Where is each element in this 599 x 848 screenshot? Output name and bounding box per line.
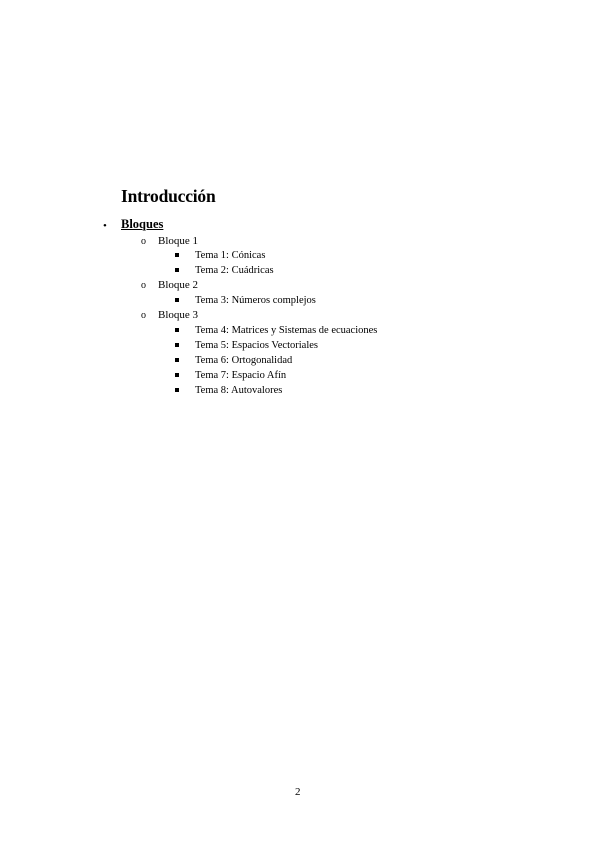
- topic-item: Tema 5: Espacios Vectoriales: [195, 340, 318, 351]
- block-marker: o: [141, 310, 146, 321]
- topic-bullet: [175, 253, 179, 257]
- section-bullet: •: [103, 220, 107, 232]
- section-heading: Bloques: [121, 217, 164, 231]
- page-number: 2: [295, 786, 301, 798]
- block-marker: o: [141, 280, 146, 291]
- topic-bullet: [175, 343, 179, 347]
- topic-item: Tema 7: Espacio Afín: [195, 370, 287, 381]
- block-label: Bloque 2: [158, 279, 199, 291]
- topic-item: Tema 3: Números complejos: [195, 295, 316, 306]
- topic-item: Tema 2: Cuádricas: [195, 265, 274, 276]
- block-label: Bloque 3: [158, 309, 199, 321]
- topic-bullet: [175, 298, 179, 302]
- topic-bullet: [175, 268, 179, 272]
- page-title: Introducción: [121, 186, 216, 206]
- topic-item: Tema 1: Cónicas: [195, 250, 266, 261]
- topic-bullet: [175, 388, 179, 392]
- block-marker: o: [141, 236, 146, 247]
- block-label: Bloque 1: [158, 235, 199, 247]
- topic-item: Tema 8: Autovalores: [195, 385, 283, 396]
- topic-item: Tema 6: Ortogonalidad: [195, 355, 293, 366]
- topic-bullet: [175, 328, 179, 332]
- topic-bullet: [175, 373, 179, 377]
- topic-bullet: [175, 358, 179, 362]
- topic-item: Tema 4: Matrices y Sistemas de ecuaciones: [195, 325, 378, 336]
